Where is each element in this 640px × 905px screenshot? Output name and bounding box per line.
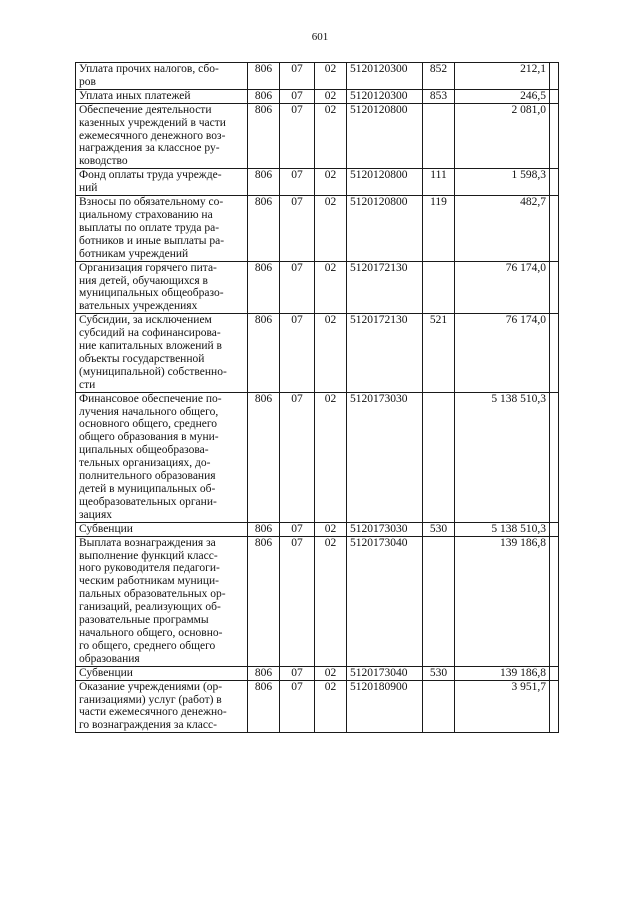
item-name-cell xyxy=(76,314,248,392)
blank-cell xyxy=(550,666,559,680)
target-article-cell: 5120120800 xyxy=(347,169,423,196)
ministry-code-cell: 806 xyxy=(248,522,280,536)
expense-type-cell: 521 xyxy=(423,314,455,392)
amount-cell: 3 951,7 xyxy=(455,680,550,733)
expense-type-cell xyxy=(423,392,455,522)
item-name-line: Оказание учреждениями (ор- xyxy=(79,680,223,693)
item-name-line: ботников и иные выплаты ра- xyxy=(79,234,225,247)
item-name-line: субсидий на софинансирова- xyxy=(79,327,221,340)
table-row xyxy=(76,89,559,103)
subsection-code-cell: 02 xyxy=(315,169,347,196)
section-code-cell: 07 xyxy=(280,536,315,666)
blank-cell xyxy=(550,103,559,169)
expense-type-cell xyxy=(423,103,455,169)
item-name-line: Уплата прочих налогов, сбо- xyxy=(79,63,219,75)
amount-cell: 246,5 xyxy=(455,89,550,103)
item-name-line: казенных учреждений в части xyxy=(79,116,226,129)
blank-cell xyxy=(550,680,559,733)
item-name-line: образования xyxy=(79,652,140,665)
target-article-cell: 5120172130 xyxy=(347,261,423,314)
blank-cell xyxy=(550,63,559,90)
item-name-line: тельных организациях, до- xyxy=(79,457,211,470)
table-row xyxy=(76,392,559,522)
table-row xyxy=(76,680,559,733)
item-name-line: ния детей, обучающихся в xyxy=(79,274,208,287)
amount-cell: 76 174,0 xyxy=(455,261,550,314)
item-name-line: награждения за классное ру- xyxy=(79,142,220,155)
table-row xyxy=(76,63,559,90)
item-name-cell xyxy=(76,169,248,196)
item-name-line: общего образования в муни- xyxy=(79,431,219,444)
item-name-line: разовательные программы xyxy=(79,614,209,627)
expense-type-cell xyxy=(423,536,455,666)
item-name-line: части ежемесячного денежно- xyxy=(79,706,227,719)
blank-cell xyxy=(550,89,559,103)
item-name-line: Взносы по обязательному со- xyxy=(79,196,224,209)
item-name-line: основного общего, среднего xyxy=(79,418,218,431)
item-name-cell xyxy=(76,666,248,680)
ministry-code-cell: 806 xyxy=(248,666,280,680)
item-name-line: объекты государственной xyxy=(79,352,205,365)
subsection-code-cell: 02 xyxy=(315,680,347,733)
blank-cell xyxy=(550,261,559,314)
section-code-cell: 07 xyxy=(280,680,315,733)
expense-type-cell: 530 xyxy=(423,666,455,680)
item-name-line: лучения начального общего, xyxy=(79,405,219,418)
item-name-line: выполнение функций класс- xyxy=(79,549,218,562)
item-name-line: полнительного образования xyxy=(79,470,216,483)
section-code-cell: 07 xyxy=(280,63,315,90)
subsection-code-cell: 02 xyxy=(315,392,347,522)
expense-type-cell: 852 xyxy=(423,63,455,90)
ministry-code-cell: 806 xyxy=(248,103,280,169)
amount-cell: 139 186,8 xyxy=(455,666,550,680)
item-name-line: ганизаций, реализующих об- xyxy=(79,601,221,614)
item-name-line: Финансовое обеспечение по- xyxy=(79,392,222,405)
item-name-cell xyxy=(76,261,248,314)
ministry-code-cell: 806 xyxy=(248,314,280,392)
item-name-cell xyxy=(76,536,248,666)
item-name-cell xyxy=(76,196,248,262)
subsection-code-cell: 02 xyxy=(315,666,347,680)
target-article-cell: 5120172130 xyxy=(347,314,423,392)
ministry-code-cell: 806 xyxy=(248,680,280,733)
section-code-cell: 07 xyxy=(280,666,315,680)
item-name-line: Субсидии, за исключением xyxy=(79,314,212,327)
blank-cell xyxy=(550,522,559,536)
ministry-code-cell: 806 xyxy=(248,261,280,314)
item-name-line: го общего, среднего общего xyxy=(79,639,216,652)
item-name-line: ботникам учреждений xyxy=(79,247,189,260)
amount-cell: 212,1 xyxy=(455,63,550,90)
item-name-line: Выплата вознаграждения за xyxy=(79,536,216,549)
item-name-line: циальному страхованию на xyxy=(79,208,213,221)
subsection-code-cell: 02 xyxy=(315,196,347,262)
item-name-line: Фонд оплаты труда учрежде- xyxy=(79,169,222,182)
ministry-code-cell: 806 xyxy=(248,392,280,522)
section-code-cell: 07 xyxy=(280,392,315,522)
target-article-cell: 5120120800 xyxy=(347,196,423,262)
amount-cell: 2 081,0 xyxy=(455,103,550,169)
item-name-cell xyxy=(76,680,248,733)
section-code-cell: 07 xyxy=(280,103,315,169)
subsection-code-cell: 02 xyxy=(315,536,347,666)
item-name-cell xyxy=(76,89,248,103)
blank-cell xyxy=(550,392,559,522)
item-name-line: ежемесячного денежного воз- xyxy=(79,129,226,142)
section-code-cell: 07 xyxy=(280,89,315,103)
ministry-code-cell: 806 xyxy=(248,89,280,103)
item-name-line: ного руководителя педагоги- xyxy=(79,562,220,575)
item-name-line: Уплата иных платежей xyxy=(79,89,191,102)
section-code-cell: 07 xyxy=(280,196,315,262)
item-name-line: го вознаграждения за класс- xyxy=(79,719,217,732)
target-article-cell: 5120173040 xyxy=(347,536,423,666)
section-code-cell: 07 xyxy=(280,522,315,536)
item-name-line: ние капитальных вложений в xyxy=(79,340,222,353)
table-body xyxy=(76,63,559,733)
subsection-code-cell: 02 xyxy=(315,103,347,169)
item-name-line: Субвенции xyxy=(79,522,133,535)
item-name-line: Субвенции xyxy=(79,666,133,679)
amount-cell: 1 598,3 xyxy=(455,169,550,196)
table-row xyxy=(76,103,559,169)
table-row xyxy=(76,666,559,680)
expense-type-cell: 853 xyxy=(423,89,455,103)
subsection-code-cell: 02 xyxy=(315,89,347,103)
expense-type-cell xyxy=(423,680,455,733)
item-name-cell xyxy=(76,522,248,536)
expense-type-cell xyxy=(423,261,455,314)
section-code-cell: 07 xyxy=(280,314,315,392)
subsection-code-cell: 02 xyxy=(315,314,347,392)
subsection-code-cell: 02 xyxy=(315,261,347,314)
item-name-line: начального общего, основно- xyxy=(79,626,223,639)
ministry-code-cell: 806 xyxy=(248,169,280,196)
item-name-line: муниципальных общеобразо- xyxy=(79,287,224,300)
item-name-line: ганизациями) услуг (работ) в xyxy=(79,693,222,706)
target-article-cell: 5120180900 xyxy=(347,680,423,733)
item-name-cell xyxy=(76,63,248,90)
item-name-line: вательных учреждениях xyxy=(79,300,198,313)
item-name-cell xyxy=(76,392,248,522)
page-number: 601 xyxy=(311,31,329,43)
section-code-cell: 07 xyxy=(280,169,315,196)
amount-cell: 5 138 510,3 xyxy=(455,522,550,536)
table-row xyxy=(76,169,559,196)
amount-cell: 76 174,0 xyxy=(455,314,550,392)
blank-cell xyxy=(550,169,559,196)
amount-cell: 482,7 xyxy=(455,196,550,262)
target-article-cell: 5120120800 xyxy=(347,103,423,169)
table-row xyxy=(76,196,559,262)
amount-cell: 5 138 510,3 xyxy=(455,392,550,522)
item-name-cell xyxy=(76,103,248,169)
section-code-cell: 07 xyxy=(280,261,315,314)
amount-cell: 139 186,8 xyxy=(455,536,550,666)
target-article-cell: 5120173030 xyxy=(347,392,423,522)
item-name-line: выплаты по оплате труда ра- xyxy=(79,221,220,234)
table-row xyxy=(76,314,559,392)
table-row xyxy=(76,536,559,666)
target-article-cell: 5120120300 xyxy=(347,63,423,90)
target-article-cell: 5120173030 xyxy=(347,522,423,536)
table-row xyxy=(76,261,559,314)
item-name-line: Организация горячего пита- xyxy=(79,261,217,274)
blank-cell xyxy=(550,314,559,392)
item-name-line: ров xyxy=(79,75,96,88)
item-name-line: сти xyxy=(79,378,96,391)
item-name-line: (муниципальной) собственно- xyxy=(79,365,227,378)
subsection-code-cell: 02 xyxy=(315,63,347,90)
item-name-line: ципальных общеобразова- xyxy=(79,444,209,457)
item-name-line: Обеспечение деятельности xyxy=(79,103,212,116)
expense-type-cell: 530 xyxy=(423,522,455,536)
item-name-line: щеобразовательных органи- xyxy=(79,495,217,508)
expense-type-cell: 119 xyxy=(423,196,455,262)
subsection-code-cell: 02 xyxy=(315,522,347,536)
ministry-code-cell: 806 xyxy=(248,196,280,262)
item-name-line: пальных образовательных ор- xyxy=(79,588,226,601)
budget-table xyxy=(75,62,559,733)
item-name-line: детей в муниципальных об- xyxy=(79,483,216,495)
ministry-code-cell: 806 xyxy=(248,63,280,90)
blank-cell xyxy=(550,536,559,666)
item-name-line: ческим работникам муници- xyxy=(79,575,219,588)
item-name-line: ний xyxy=(79,182,98,195)
item-name-line: зациях xyxy=(79,508,112,521)
blank-cell xyxy=(550,196,559,262)
item-name-line: ководство xyxy=(79,155,128,168)
expense-type-cell: 111 xyxy=(423,169,455,196)
target-article-cell: 5120120300 xyxy=(347,89,423,103)
table-row xyxy=(76,522,559,536)
target-article-cell: 5120173040 xyxy=(347,666,423,680)
ministry-code-cell: 806 xyxy=(248,536,280,666)
